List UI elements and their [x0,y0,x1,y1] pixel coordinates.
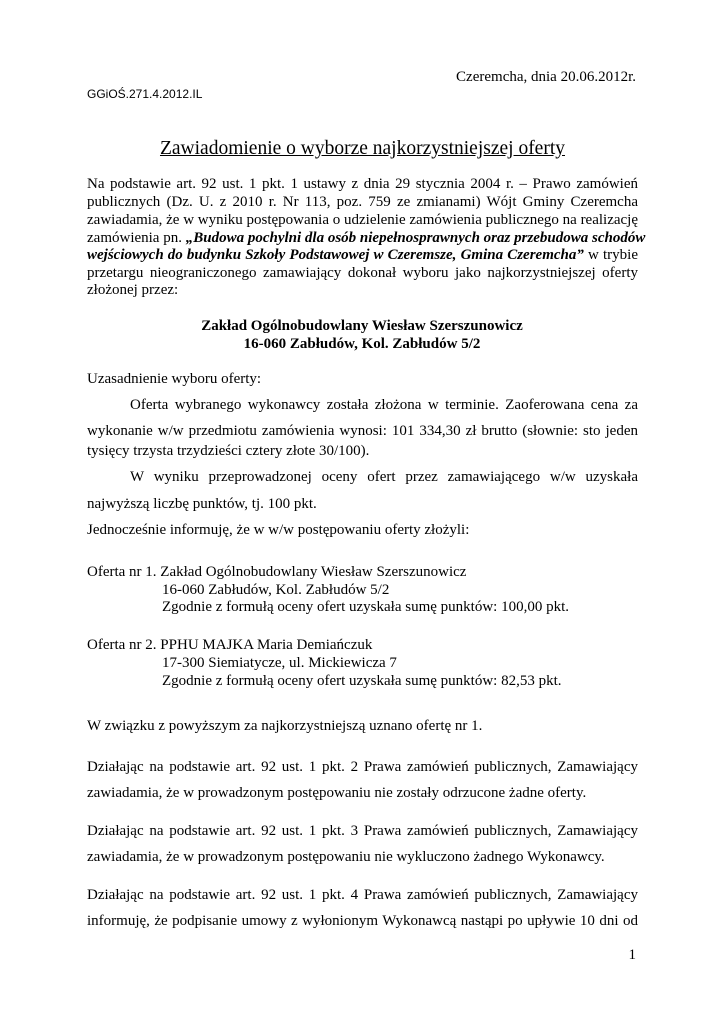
intro-line: Na podstawie art. 92 ust. 1 pkt. 1 ustawy z dnia 29 stycznia 2004 r. – Prawo zamówień [87,176,638,192]
evaluation-line: najwyższą liczbę punktów, tj. 100 pkt. [87,496,317,512]
intro-line: złożonej przez: [87,282,179,298]
intro-line: publicznych (Dz. U. z 2010 r. Nr 113, poz. 759 ze zmianami) Wójt Gminy Czeremcha [87,194,638,210]
winner-name: Zakład Ogólnobudowlany Wiesław Szerszunowicz [201,318,523,334]
evaluation-text [130,469,638,486]
intro-line: przetargu nieograniczonego zamawiający dokonał wyboru jako najkorzystniejszej oferty [87,265,638,281]
intro-line [87,230,646,248]
acting-line: informuję, że podpisanie umowy z wyłonionym Wykonawcą nastąpi po upływie 10 dni od [87,913,638,929]
document-title: Zawiadomienie o wyborze najkorzystniejszej oferty [159,138,565,159]
offers-intro: Jednocześnie informuję, że w w/w postępowaniu oferty złożyli: [87,522,470,538]
winner-address: 16-060 Zabłudów, Kol. Zabłudów 5/2 [243,336,481,352]
intro-text: w trybie [583,247,638,263]
contract-name-part2: wejściowych do budynku Szkoły Podstawowej w Czeremsze, Gmina Czeremcha” [87,247,584,263]
conclusion: W związku z powyższym za najkorzystniejszą uznano ofertę nr 1. [87,718,483,734]
offer-2-score: Zgodnie z formułą oceny ofert uzyskała sumę punktów: 82,53 pkt. [162,673,562,689]
acting-line: zawiadamia, że w prowadzonym postępowaniu nie wykluczono żadnego Wykonawcy. [87,849,605,865]
place-date: Czeremcha, dnia 20.06.2012r. [456,69,636,85]
offer-2-address: 17-300 Siemiatycze, ul. Mickiewicza 7 [162,655,397,671]
intro-line: zawiadamia, że w wyniku postępowania o udzielenie zamówienia publicznego na realizację [87,212,639,228]
justification-text [130,397,638,414]
justification-line: tysięcy trzysta trzydzieści cztery złote 30/100). [87,443,370,459]
intro-text: zamówienia pn. [87,230,186,246]
offer-1-score: Zgodnie z formułą oceny ofert uzyskała sumę punktów: 100,00 pkt. [162,599,569,615]
page-number: 1 [628,947,636,963]
justification-line: wykonanie w/w przedmiotu zamówienia wynosi: 101 334,30 zł brutto (słownie: sto jeden [87,423,638,439]
offer-2-title: Oferta nr 2. PPHU MAJKA Maria Demiańczuk [87,637,373,653]
justification-line: Oferta wybranego wykonawcy została złożona w terminie. Zaoferowana cena za [130,397,638,413]
acting-line: Działając na podstawie art. 92 ust. 1 pkt. 2 Prawa zamówień publicznych, Zamawiający [87,759,638,775]
intro-line [87,247,638,265]
offer-1-address: 16-060 Zabłudów, Kol. Zabłudów 5/2 [162,582,390,598]
contract-name-part1: „Budowa pochylni dla osób niepełnosprawnych oraz przebudowa schodów [185,230,646,246]
acting-line: Działając na podstawie art. 92 ust. 1 pkt. 4 Prawa zamówień publicznych, Zamawiający [87,887,638,903]
evaluation-line: W wyniku przeprowadzonej oceny ofert przez zamawiającego w/w uzyskała [130,469,638,485]
justification-heading: Uzasadnienie wyboru oferty: [87,371,262,387]
acting-line: Działając na podstawie art. 92 ust. 1 pkt. 3 Prawa zamówień publicznych, Zamawiający [87,823,638,839]
acting-line: zawiadamia, że w prowadzonym postępowaniu nie zostały odrzucone żadne oferty. [87,785,587,801]
reference-number: GGiOŚ.271.4.2012.IL [87,87,203,101]
offer-1-title: Oferta nr 1. Zakład Ogólnobudowlany Wiesław Szerszunowicz [87,564,467,580]
